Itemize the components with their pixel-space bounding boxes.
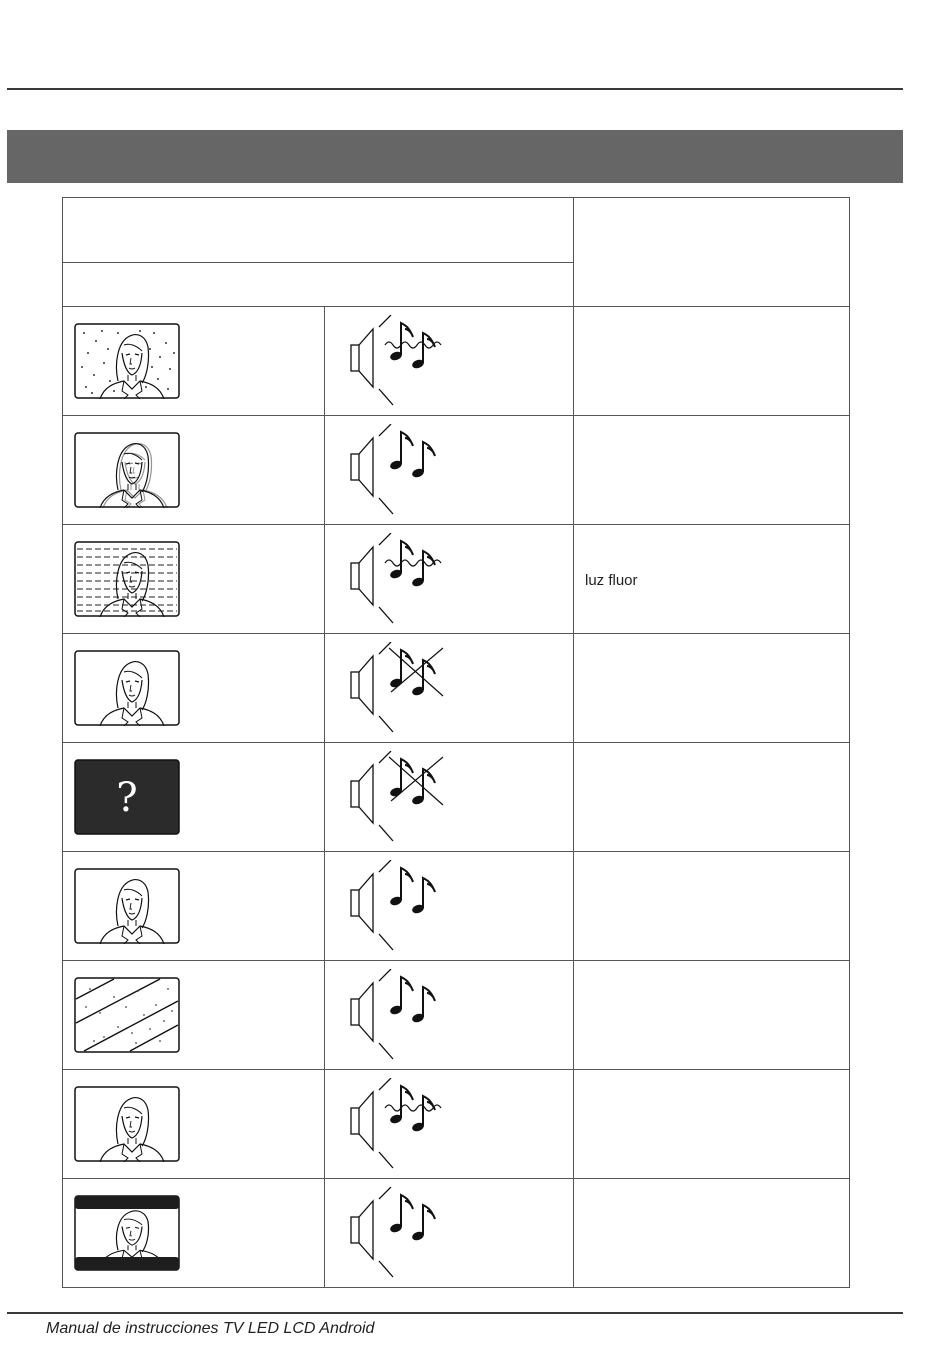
noisy-sound-icon: [343, 533, 473, 625]
table-row: [63, 743, 850, 852]
table-row: [63, 634, 850, 743]
remedy-text: [574, 1226, 585, 1243]
normal-sound-icon: [343, 424, 473, 516]
remedy-text: [574, 790, 585, 807]
header-cell-remedy: [574, 198, 850, 307]
table-row: [63, 852, 850, 961]
header-row-top: [63, 198, 850, 263]
ghost-picture-icon: [74, 432, 180, 508]
diagonal-stripes-picture-icon: [74, 977, 180, 1053]
bottom-rule: [7, 1312, 903, 1314]
interference-lines-picture-icon: [74, 541, 180, 617]
top-rule: [7, 88, 903, 90]
no-sound-icon: [343, 751, 473, 843]
normal-picture-icon: [74, 650, 180, 726]
remedy-text: [574, 681, 585, 698]
snowy-picture-icon: [74, 323, 180, 399]
letterbox-picture-icon: [74, 1195, 180, 1271]
normal-picture-icon: [74, 1086, 180, 1162]
remedy-text: [574, 354, 585, 371]
table-row: [63, 525, 850, 634]
table-row: [63, 961, 850, 1070]
question-mark: ?: [116, 775, 138, 821]
table-row: [63, 307, 850, 416]
normal-sound-icon: [343, 969, 473, 1061]
no-sound-icon: [343, 642, 473, 734]
header-cell-picture-sound: [63, 263, 574, 307]
remedy-text: [574, 1117, 585, 1134]
noisy-sound-icon: [343, 1078, 473, 1170]
noisy-sound-icon: [343, 315, 473, 407]
normal-picture-icon: [74, 868, 180, 944]
section-header-band: [7, 130, 903, 183]
table-row: [63, 1179, 850, 1288]
remedy-text: [574, 463, 585, 480]
header-cell-symptoms: [63, 198, 574, 263]
normal-sound-icon: [343, 1187, 473, 1279]
no-picture-icon: [74, 759, 180, 835]
table-row: [63, 1070, 850, 1179]
remedy-text: [574, 899, 585, 916]
remedy-text: luz fluor: [585, 571, 638, 589]
remedy-text: [574, 1008, 585, 1025]
normal-sound-icon: [343, 860, 473, 952]
troubleshooting-table: [62, 197, 850, 1288]
table-row: [63, 416, 850, 525]
footer-text: Manual de instrucciones TV LED LCD Android: [46, 1320, 375, 1337]
